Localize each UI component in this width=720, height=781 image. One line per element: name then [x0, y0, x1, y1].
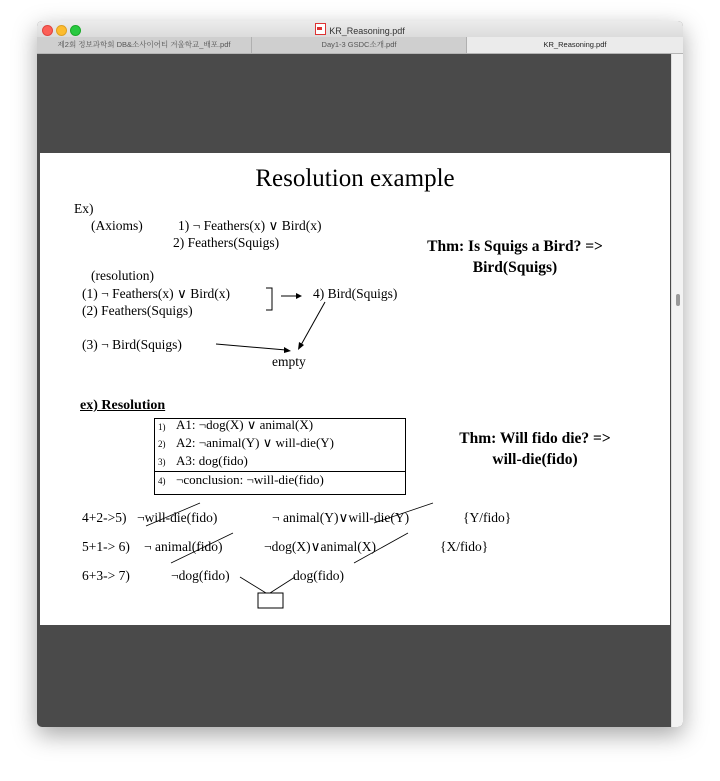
resolution-clause-1: (1) ¬ Feathers(x) ∨ Bird(x): [82, 286, 230, 301]
step3-clause-a: ¬dog(fido): [171, 568, 230, 583]
step2-clause-b: ¬dog(X)∨animal(X): [264, 539, 376, 554]
window-title-text: KR_Reasoning.pdf: [329, 26, 405, 36]
ex2-heading: ex) Resolution: [80, 398, 166, 413]
resolution-clause-3: (3) ¬ Bird(Squigs): [82, 337, 182, 352]
scrollbar-thumb[interactable]: [676, 294, 680, 306]
vertical-scrollbar[interactable]: [671, 54, 683, 727]
box-num-2: 2): [158, 439, 166, 449]
resolution-label: (resolution): [91, 268, 154, 283]
thm1-line1: Thm: Is Squigs a Bird? =>: [427, 238, 603, 255]
step3-clause-b: dog(fido): [293, 568, 344, 583]
thm1-line2: Bird(Squigs): [472, 259, 558, 276]
step1-label: 4+2->5): [82, 510, 127, 525]
resolution-clause-2: (2) Feathers(Squigs): [82, 303, 193, 318]
box-axiom-1: A1: ¬dog(X) ∨ animal(X): [176, 417, 314, 432]
box-axiom-3: A3: dog(fido): [176, 453, 248, 468]
axioms-label: (Axioms): [91, 218, 143, 233]
step2-clause-a: ¬ animal(fido): [144, 539, 223, 554]
thm2-line2: will-die(fido): [492, 451, 578, 468]
tab-db-winter-school[interactable]: 제2회 정보과학회 DB&소사이어티 겨울학교_배포.pdf: [37, 37, 252, 53]
axiom-2: 2) Feathers(Squigs): [173, 235, 280, 250]
box-axiom-2: A2: ¬animal(Y) ∨ will-die(Y): [176, 435, 334, 450]
tab-bar: [37, 37, 683, 54]
resolution-clause-4: 4) Bird(Squigs): [313, 286, 398, 301]
ex-label: Ex): [74, 201, 94, 216]
step1-clause-a: ¬will-die(fido): [137, 510, 218, 525]
pdf-viewer-window: [37, 21, 683, 727]
tab-gsdc[interactable]: Day1-3 GSDC소개.pdf: [252, 37, 467, 53]
step3-label: 6+3-> 7): [82, 568, 130, 583]
step1-clause-b: ¬ animal(Y)∨will-die(Y): [272, 510, 410, 525]
box-num-4: 4): [158, 476, 166, 486]
thm2-line1: Thm: Will fido die? =>: [459, 430, 611, 447]
pdf-file-icon: [315, 23, 326, 35]
step1-substitution: {Y/fido}: [463, 510, 512, 525]
empty-clause: empty: [272, 354, 306, 369]
title-bar[interactable]: [37, 21, 683, 37]
box-num-1: 1): [158, 422, 166, 432]
box-num-3: 3): [158, 457, 166, 467]
axiom-1: 1) ¬ Feathers(x) ∨ Bird(x): [178, 218, 322, 233]
box-conclusion: ¬conclusion: ¬will-die(fido): [176, 472, 324, 487]
pdf-page: [40, 153, 670, 625]
slide-title: Resolution example: [255, 165, 455, 192]
window-title: [37, 23, 683, 36]
step2-substitution: {X/fido}: [440, 539, 489, 554]
tab-kr-reasoning[interactable]: KR_Reasoning.pdf: [467, 37, 683, 53]
step2-label: 5+1-> 6): [82, 539, 130, 554]
